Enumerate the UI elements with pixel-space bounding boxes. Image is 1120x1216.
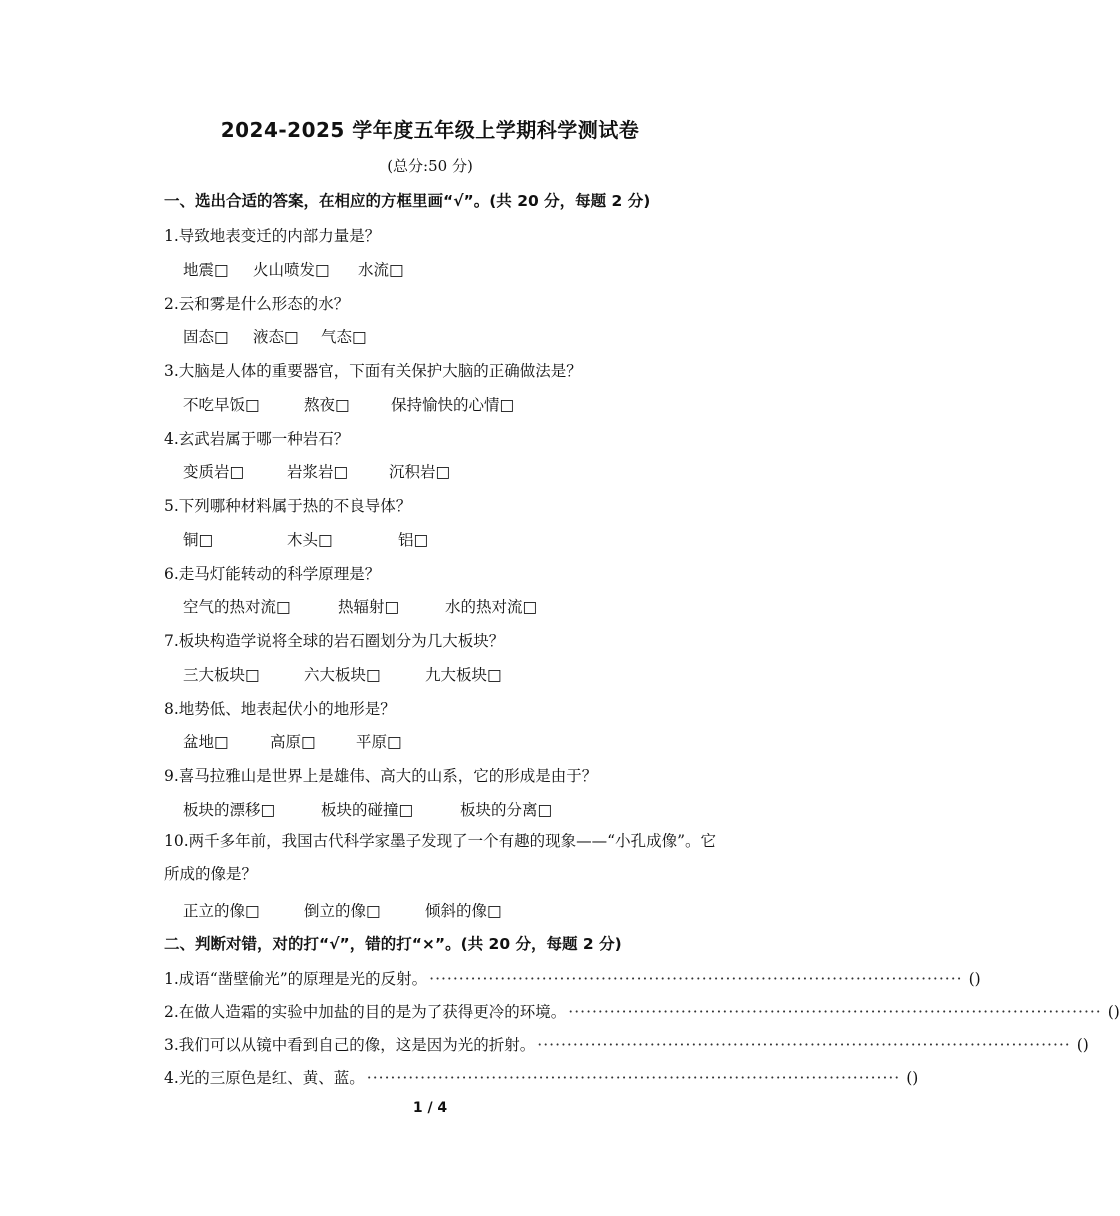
- question-8-options: [183, 730, 402, 752]
- question-7: 7.板块构造学说将全球的岩石圈划分为几大板块？: [164, 632, 505, 650]
- leader-dots: ··························································································: [366, 1069, 901, 1087]
- judge-item-4: [164, 1066, 919, 1088]
- section-1-heading: 一、选出合适的答案，在相应的方框里画“√”。(共 20 分，每题 2 分): [164, 192, 651, 210]
- option-checkbox[interactable]: 沉积岩□: [389, 463, 451, 481]
- question-3-options: [183, 393, 514, 415]
- answer-bracket[interactable]: ( ): [968, 970, 981, 988]
- question-8: 8.地势低、地表起伏小的地形是？: [164, 700, 396, 718]
- answer-bracket[interactable]: ( ): [1076, 1036, 1089, 1054]
- option-checkbox[interactable]: 保持愉快的心情□: [391, 396, 515, 414]
- question-5: 5.下列哪种材料属于热的不良导体？: [164, 497, 412, 515]
- section-2-heading: 二、判断对错，对的打“√”，错的打“×”。(共 20 分，每题 2 分): [164, 935, 622, 953]
- page-title: 2024-2025 学年度五年级上学期科学测试卷: [220, 118, 640, 142]
- question-6-options: [183, 595, 537, 617]
- option-checkbox[interactable]: 不吃早饭□: [183, 396, 260, 414]
- question-1: 1.导致地表变迁的内部力量是？: [164, 227, 381, 245]
- option-checkbox[interactable]: 铜□: [183, 531, 214, 549]
- option-checkbox[interactable]: 水流□: [358, 261, 404, 279]
- question-2-options: [183, 325, 367, 347]
- question-3: 3.大脑是人体的重要器官，下面有关保护大脑的正确做法是？: [164, 362, 582, 380]
- leader-dots: ··························································································: [568, 1003, 1102, 1021]
- option-checkbox[interactable]: 气态□: [321, 328, 367, 346]
- option-checkbox[interactable]: 盆地□: [183, 733, 229, 751]
- option-checkbox[interactable]: 倾斜的像□: [425, 902, 502, 920]
- leader-dots: ··························································································: [429, 970, 963, 988]
- option-checkbox[interactable]: 热辐射□: [338, 598, 400, 616]
- option-checkbox[interactable]: 九大板块□: [425, 666, 502, 684]
- option-checkbox[interactable]: 固态□: [183, 328, 229, 346]
- option-checkbox[interactable]: 板块的分离□: [460, 801, 553, 819]
- question-9: 9.喜马拉雅山是世界上是雄伟、高大的山系，它的形成是由于？: [164, 767, 598, 785]
- option-checkbox[interactable]: 地震□: [183, 261, 229, 279]
- option-checkbox[interactable]: 岩浆岩□: [287, 463, 349, 481]
- judge-statement: 1.成语“凿壁偷光”的原理是光的反射。: [164, 970, 428, 988]
- question-5-options: [183, 528, 428, 550]
- judge-item-1: [164, 967, 981, 989]
- option-checkbox[interactable]: 三大板块□: [183, 666, 260, 684]
- option-checkbox[interactable]: 六大板块□: [304, 666, 381, 684]
- option-checkbox[interactable]: 高原□: [270, 733, 316, 751]
- judge-statement: 4.光的三原色是红、黄、蓝。: [164, 1069, 365, 1087]
- question-4-options: [183, 460, 450, 482]
- option-checkbox[interactable]: 铝□: [398, 531, 429, 549]
- judge-item-3: [164, 1033, 1089, 1055]
- judge-statement: 3.我们可以从镜中看到自己的像，这是因为光的折射。: [164, 1036, 536, 1054]
- question-7-options: [183, 663, 502, 685]
- question-6: 6.走马灯能转动的科学原理是？: [164, 565, 381, 583]
- question-1-options: [183, 258, 404, 280]
- answer-bracket[interactable]: ( ): [1107, 1003, 1120, 1021]
- total-score: (总分:50 分): [387, 157, 473, 175]
- option-checkbox[interactable]: 变质岩□: [183, 463, 245, 481]
- judge-statement: 2.在做人造霜的实验中加盐的目的是为了获得更冷的环境。: [164, 1003, 567, 1021]
- option-checkbox[interactable]: 平原□: [356, 733, 402, 751]
- page-number: 1 / 4: [412, 1100, 448, 1116]
- option-checkbox[interactable]: 液态□: [253, 328, 299, 346]
- option-checkbox[interactable]: 倒立的像□: [304, 902, 381, 920]
- question-4: 4.玄武岩属于哪一种岩石？: [164, 430, 350, 448]
- option-checkbox[interactable]: 板块的碰撞□: [321, 801, 414, 819]
- judge-item-2: [164, 1000, 1120, 1022]
- option-checkbox[interactable]: 熬夜□: [304, 396, 350, 414]
- question-2: 2.云和雾是什么形态的水？: [164, 295, 350, 313]
- answer-bracket[interactable]: ( ): [906, 1069, 919, 1087]
- leader-dots: ··························································································: [537, 1036, 1071, 1054]
- question-10: 10.两千多年前，我国古代科学家墨子发现了一个有趣的现象——“小孔成像”。它所成的像是？: [164, 832, 717, 883]
- option-checkbox[interactable]: 木头□: [287, 531, 333, 549]
- option-checkbox[interactable]: 水的热对流□: [445, 598, 538, 616]
- option-checkbox[interactable]: 正立的像□: [183, 902, 260, 920]
- question-9-options: [183, 798, 552, 820]
- option-checkbox[interactable]: 火山喷发□: [253, 261, 330, 279]
- option-checkbox[interactable]: 空气的热对流□: [183, 598, 291, 616]
- option-checkbox[interactable]: 板块的漂移□: [183, 801, 276, 819]
- question-10-options: [183, 899, 502, 921]
